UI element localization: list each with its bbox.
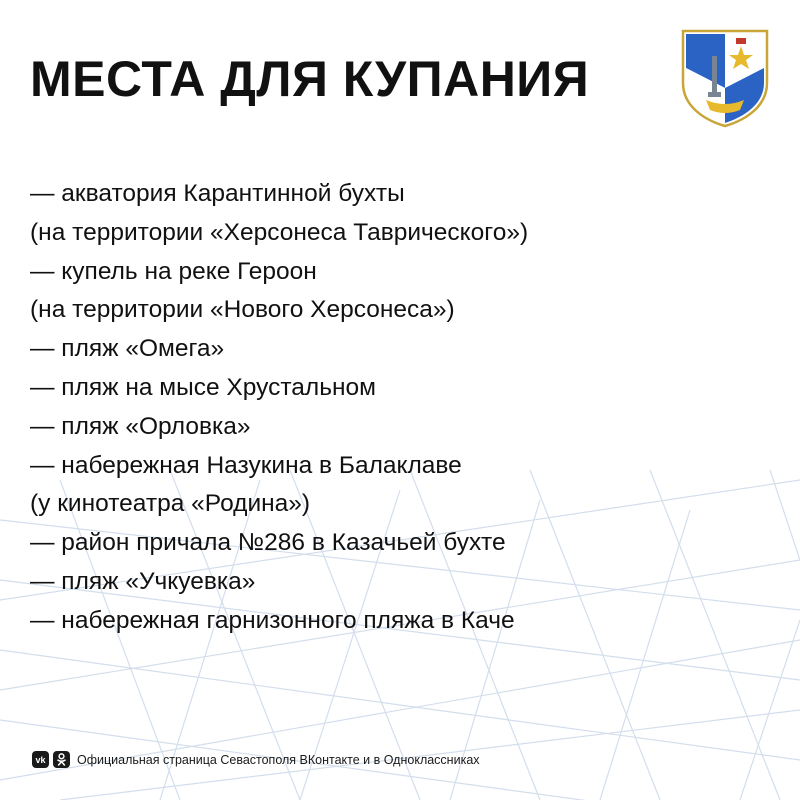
swimming-places-list (30, 175, 528, 641)
list-item: — набережная гарнизонного пляжа в Каче (30, 606, 515, 634)
list-item: — пляж «Учкуевка» (30, 567, 256, 595)
list-item: — купель на реке Героон (30, 257, 317, 285)
list-item: (на территории «Нового Херсонеса») (30, 296, 455, 324)
list-item: — акватория Карантинной бухты (30, 180, 405, 207)
list-item: (у кинотеатра «Родина») (30, 490, 311, 518)
footer-text: Официальная страница Севастополя ВКонтакте и в Одноклассниках (77, 752, 480, 767)
list-item: — пляж «Орловка» (30, 412, 251, 440)
list-item: — набережная Назукина в Балаклаве (30, 451, 462, 479)
list-item: — пляж «Омега» (30, 335, 225, 363)
vk-icon[interactable]: vk (32, 751, 49, 768)
footer (32, 751, 480, 768)
list-item: (на территории «Херсонеса Таврического») (30, 218, 529, 246)
list-item: — район причала №286 в Казачьей бухте (30, 529, 506, 557)
list-item: — пляж на мысе Хрустальном (30, 373, 376, 401)
odnoklassniki-icon[interactable] (53, 751, 70, 768)
sevastopol-coat-of-arms-icon (680, 28, 770, 128)
page-title: МЕСТА ДЛЯ КУПАНИЯ (30, 51, 590, 107)
